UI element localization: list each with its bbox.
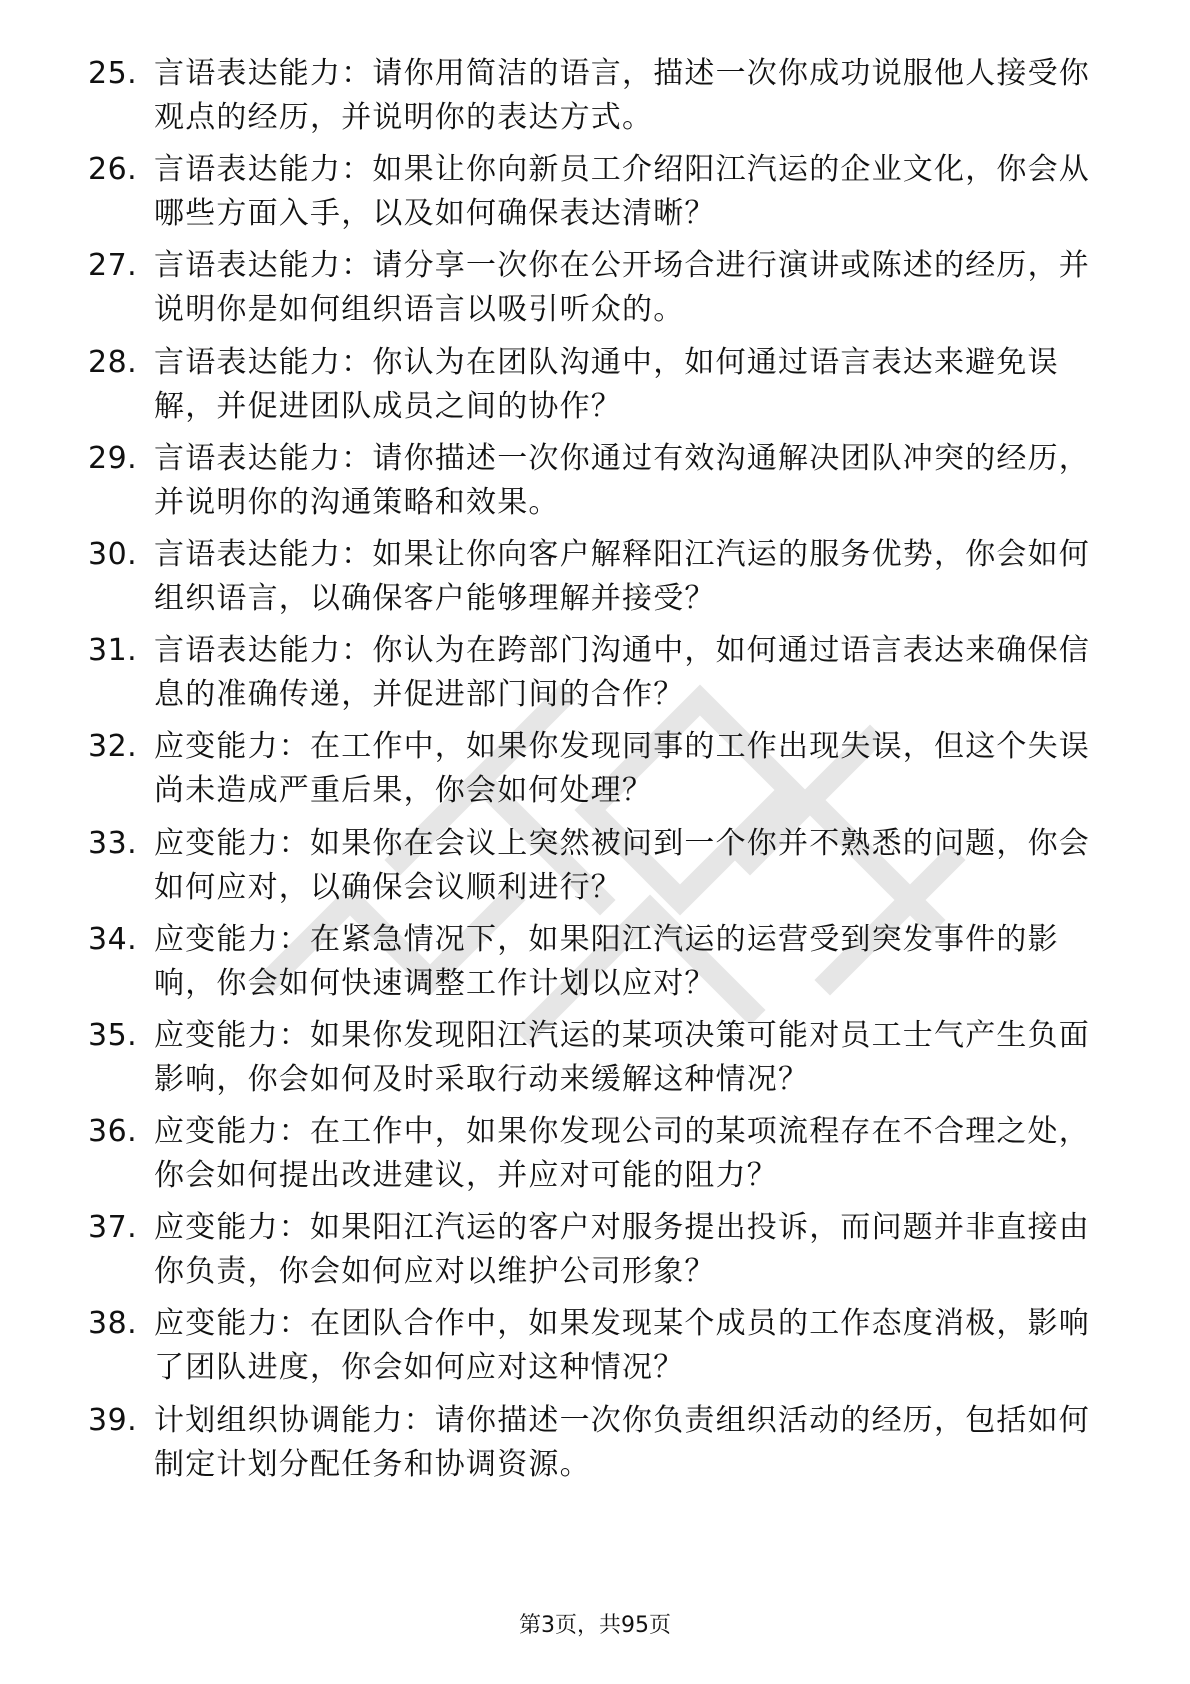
question-number: 37. xyxy=(88,1210,138,1246)
question-number: 31. xyxy=(88,633,138,669)
page-footer: 第3页，共95页 xyxy=(519,1613,671,1638)
question-number: 33. xyxy=(88,825,138,861)
question-text: 计划组织协调能力：请你描述一次你负责组织活动的经历，包括如何制定计划分配任务和协调资源。 xyxy=(154,1402,1090,1482)
question-item xyxy=(88,148,1108,244)
question-item xyxy=(88,1110,1108,1206)
question-number: 29. xyxy=(88,440,138,476)
question-text: 应变能力：如果你在会议上突然被问到一个你并不熟悉的问题，你会如何应对，以确保会议顺利进行？ xyxy=(154,825,1090,905)
question-item xyxy=(88,822,1108,918)
question-number: 38. xyxy=(88,1306,138,1342)
question-text: 言语表达能力：请分享一次你在公开场合进行演讲或陈述的经历，并说明你是如何组织语言以吸引听众的。 xyxy=(154,248,1090,328)
question-list xyxy=(88,52,1108,1495)
question-item xyxy=(88,437,1108,533)
question-text: 应变能力：在紧急情况下，如果阳江汽运的运营受到突发事件的影响，你会如何快速调整工作计划以应对？ xyxy=(154,921,1059,1001)
question-item xyxy=(88,629,1108,725)
question-text: 言语表达能力：如果让你向新员工介绍阳江汽运的企业文化，你会从哪些方面入手，以及如何确保表达清晰？ xyxy=(154,152,1090,232)
question-item xyxy=(88,918,1108,1014)
question-item xyxy=(88,244,1108,340)
question-text: 应变能力：如果你发现阳江汽运的某项决策可能对员工士气产生负面影响，你会如何及时采取行动来缓解这种情况？ xyxy=(154,1017,1090,1097)
question-number: 27. xyxy=(88,248,138,284)
question-number: 30. xyxy=(88,536,138,572)
question-item xyxy=(88,52,1108,148)
question-number: 35. xyxy=(88,1017,138,1053)
question-text: 应变能力：如果阳江汽运的客户对服务提出投诉，而问题并非直接由你负责，你会如何应对以维护公司形象？ xyxy=(154,1210,1090,1290)
question-number: 36. xyxy=(88,1114,138,1150)
question-item xyxy=(88,341,1108,437)
question-number: 28. xyxy=(88,344,138,380)
question-number: 25. xyxy=(88,56,138,91)
question-text: 言语表达能力：请你描述一次你通过有效沟通解决团队冲突的经历，并说明你的沟通策略和效果。 xyxy=(154,440,1090,520)
question-item xyxy=(88,725,1108,821)
question-item xyxy=(88,1014,1108,1110)
question-text: 言语表达能力：请你用简洁的语言，描述一次你成功说服他人接受你观点的经历，并说明你的表达方式。 xyxy=(154,56,1090,135)
question-item xyxy=(88,1206,1108,1302)
question-text: 应变能力：在团队合作中，如果发现某个成员的工作态度消极，影响了团队进度，你会如何应对这种情况？ xyxy=(154,1306,1090,1386)
question-item xyxy=(88,1399,1108,1495)
question-number: 32. xyxy=(88,729,138,765)
question-text: 应变能力：在工作中，如果你发现公司的某项流程存在不合理之处，你会如何提出改进建议，并应对可能的阻力？ xyxy=(154,1114,1090,1194)
question-text: 言语表达能力：如果让你向客户解释阳江汽运的服务优势，你会如何组织语言，以确保客户能够理解并接受？ xyxy=(154,536,1090,616)
question-text: 言语表达能力：你认为在团队沟通中，如何通过语言表达来避免误解，并促进团队成员之间的协作？ xyxy=(154,344,1059,424)
question-text: 言语表达能力：你认为在跨部门沟通中，如何通过语言表达来确保信息的准确传递，并促进部门间的合作？ xyxy=(154,633,1090,713)
question-number: 34. xyxy=(88,921,138,957)
question-item xyxy=(88,1302,1108,1398)
question-number: 39. xyxy=(88,1402,138,1438)
question-item xyxy=(88,533,1108,629)
question-text: 应变能力：在工作中，如果你发现同事的工作出现失误，但这个失误尚未造成严重后果，你会如何处理？ xyxy=(154,729,1090,809)
question-number: 26. xyxy=(88,152,138,188)
